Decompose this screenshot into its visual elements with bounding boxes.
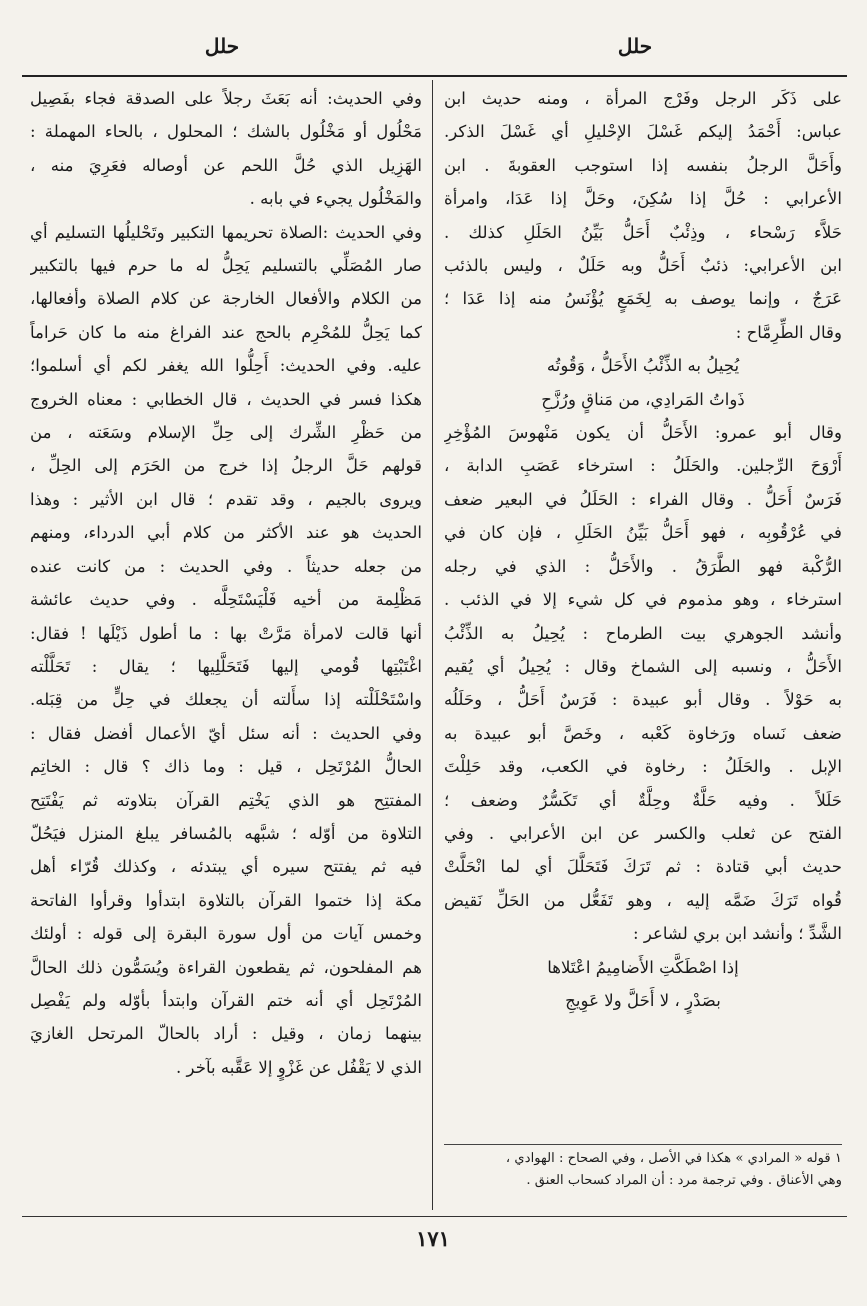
text-line: مَحْلُول أو مَخْلُول بالشك ؛ المحلول ، بالحاء المهملة : (30, 122, 422, 142)
text-line: وفي الحديث : أنه سئل أيّ الأعمال أفضل فقال : (30, 723, 422, 743)
text-line: أَرْوَحَ الرِّجلين. والحَلَلُ : استرخاء عَصَبِ الدابة ، (444, 456, 842, 476)
bottom-rule (22, 1216, 847, 1217)
verse-line: إذا اصْطَكَّتِ الأَضامِيمُ اعْتَلاها (547, 957, 739, 977)
text-line: اغْتَبْتِها قُومي إليها فَتَحَلَّلِيها ؛ يقال : تَحَلَّلْته (30, 656, 422, 676)
text-line: وأَحَلَّ الرجلُ بنفسه إذا استوجب العقوبةَ . ابن (444, 155, 842, 175)
text-line: الهَزِيل الذي حُلَّ اللحم عن أوصاله فعَرِيَ منه ، (30, 155, 422, 175)
right-column-header: حلل (617, 34, 653, 58)
text-line: وفي الحديث :الصلاة تحريمها التكبير وتَحْليلُها التسليم أي (30, 222, 422, 242)
right-column (444, 82, 842, 1142)
text-line: عباس: أَحْمَدُ إليكم غَسْلَ الإحْليلِ أي غَسْلَ الذكر. (444, 122, 842, 142)
page-number: ١٧١ (416, 1226, 450, 1251)
text-line: عَرَجٌ ، وإنما يوصف به لِخَمَعٍ يُؤْنَسُ منه إذا عَدَا ؛ (444, 289, 842, 309)
left-column-header: حلل (204, 34, 240, 58)
text-line: ضعف نَساه ورَخاوة كَعْبه ، وخَصَّ أبو عبيدة به (444, 723, 842, 743)
text-line: فيه ثم يفتتح سيره أي يبتدئه ، وكذلك قُرّاء أهل (30, 857, 422, 877)
text-line: الذي لا يَقْفُل عن غَزْوٍ إلا عَقَّبه بآخر . (175, 1057, 422, 1077)
text-line: هكذا فسر في الحديث ، قال الخطابي : معناه الخروج (30, 389, 422, 409)
text-line: وقال الطِّرِمَّاح : (735, 322, 842, 342)
text-line: عليه. وفي الحديث: أَحِلُّوا الله يغفر لكم أي أسلموا؛ (30, 356, 422, 376)
text-line: المُرْتَحِل أي أنه ختم القرآن وابتدأ بأوّله ولم يَفْصِل (30, 990, 422, 1010)
text-line: هم المفلحون، ثم يقطعون القراءة ويُسَمُّون ذلك الحالَّ (30, 957, 422, 977)
text-line: وقال أبو عمرو: الأَحَلُّ أن يكون مَنْهوسَ المُؤْخِرِ (444, 423, 842, 443)
footnote-line: وهي الأعناق . وفي ترجمة مرد : أن المراد كسحاب العنق . (526, 1173, 842, 1188)
top-rule (22, 75, 847, 77)
text-line: الرُّكْبة فهو الطَّرَقُ . والأَحَلُّ : الذي في رجله (444, 556, 842, 576)
text-line: الإبل . والحَلَلُ : رخاوة في الكعب، وقد حَلِلْتَ (444, 757, 842, 777)
text-line: حديث أبي قتادة : ثم تَرَكَ فَتَحَلَّلَ أي لما انْحَلَّتْ (444, 857, 842, 877)
text-line: المفتتِح هو الذي يَخْتِم القرآن بتلاوته ثم يَفْتَتِح (30, 790, 422, 810)
text-line: التلاوة من أوّله ؛ شبَّهه بالمُسافر يبلغ المنزل فيَحُلّ (30, 823, 422, 843)
text-line: قولهم حَلَّ الرجلُ إذا خرج من الحَرَم إلى الحِلِّ ، (30, 456, 422, 476)
text-line: صار المُصَلِّي بالتسليم يَحِلُّ له ما حرم فيها بالتكبير (30, 256, 422, 276)
text-line: في عُرْقُوبِه ، فهو أَحَلُّ بَيِّنُ الحَلَلِ ، فإن كان في (444, 523, 842, 543)
text-line: والمَخْلُول يجيء في بابه . (249, 189, 422, 209)
column-divider (432, 80, 433, 1210)
text-line: وخمس آيات من أول سورة البقرة إلى قوله : أولئك (30, 924, 422, 944)
verse-line: بصَدْرٍ ، لا أَحَلَّ ولا عَوِيجِ (565, 990, 721, 1010)
text-line: ابن الأعرابي: ذئبٌ أَحَلُّ وبه حَلَلٌ ، وليس بالذئب (444, 256, 842, 276)
text-line: استرخاء ، وهو مذموم في كل شيء إلا في الذئب . (444, 590, 842, 610)
text-line: واسْتَحْلَلْته إذا سأَلته أن يجعلك في حِلٍّ من قِبَله. (30, 690, 422, 710)
text-line: أنها قالت لامرأة مَرَّتْ بها : ما أطول ذَيْلَها ! فقال: (30, 623, 422, 643)
text-line: مَظْلِمة من أخيه فَلْيَسْتَحِلَّه . وفي حديث عائشة (30, 590, 422, 610)
text-line: الحديث هو عند الأكثر من كلام أبي الدرداء، ومنهم (30, 523, 422, 543)
text-line: مكة إذا ختموا القرآن بالتلاوة ابتدأوا وقرأوا الفاتحة (30, 890, 422, 910)
footnote-rule (444, 1144, 842, 1145)
text-line: الأعرابي : حُلَّ إذا سُكِنَ، وحَلَّ إذا عَدَا، وامرأة (444, 189, 842, 209)
verse-line: يُحِيلُ به الذِّئْبُ الأَحَلُّ ، وَقُوتُه (546, 356, 740, 376)
verse-line: ذَواتُ المَرادِي، من مَناقٍ ورُزَّحِ (541, 389, 745, 409)
text-line: ويروى بالجيم ، وقد تقدم ؛ قال ابن الأثير : وهذا (30, 489, 422, 509)
text-line: من جعله حديثاً . وفي الحديث : من كانت عنده (30, 556, 422, 576)
left-column (30, 82, 422, 1202)
text-line: وأنشد الجوهري بيت الطرماح : يُحِيلُ به الذِّئْبُ (444, 623, 842, 643)
text-line: من الكلام والأفعال الخارجة عن كلام الصلاة وأفعالها، (30, 289, 422, 309)
text-line: الشَّدِّ ؛ وأنشد ابن بري لشاعر : (632, 924, 842, 944)
text-line: قُواه تَرَكَ ضَمَّه إليه ، وهو تَفَعُّل من الحَلِّ نَقيض (444, 890, 842, 910)
text-line: الحالُّ المُرْتَحِل ، قيل : وما ذاك ؟ قال : الخاتِم (30, 757, 422, 777)
text-line: حَلَلاً . وفيه حَلَّةٌ وحِلَّةٌ أي تَكَسُّرٌ وضعف ؛ (444, 790, 842, 810)
text-line: كما يَحِلُّ للمُحْرِم بالحج عند الفراغ منه ما كان حَراماً (30, 322, 422, 342)
text-line: من حَظْرِ الشِّرك إلى حِلِّ الإسلام وسَعَته ، من (30, 423, 422, 443)
text-line: فَرَسٌ أَحَلُّ . وقال الفراء : الحَلَلُ في البعير ضعف (444, 489, 842, 509)
text-line: به حَوْلاً . وقال أبو عبيدة : فَرَسٌ أَحَلُّ ، وحَلَلُه (444, 690, 842, 710)
text-line: وفي الحديث: أنه بَعَثَ رجلاً على الصدقة فجاء بفَصِيل (30, 89, 422, 108)
text-line: حَلاَّء رَسْحاء ، وذِئْبٌ أَحَلُّ بَيِّنُ الحَلَلِ كذلك . (444, 222, 842, 242)
text-line: الفتح عن ثعلب والكسر عن ابن الأعرابي . وفي (444, 823, 842, 843)
text-line: الأَحَلُّ ، ونسبه إلى الشماخ وقال : يُحِيلُ أي يُقيم (444, 656, 842, 676)
text-line: على ذَكَر الرجل وفَرْج المرأة ، ومنه حديث ابن (444, 89, 842, 108)
text-line: بينهما زمان ، وقيل : أراد بالحالّ المرتحل الغازيَ (30, 1024, 422, 1044)
footnote-line: ١ قوله « المرادي » هكذا في الأصل ، وفي الصحاح : الهوادي ، (505, 1151, 842, 1166)
footnote (444, 1148, 842, 1192)
